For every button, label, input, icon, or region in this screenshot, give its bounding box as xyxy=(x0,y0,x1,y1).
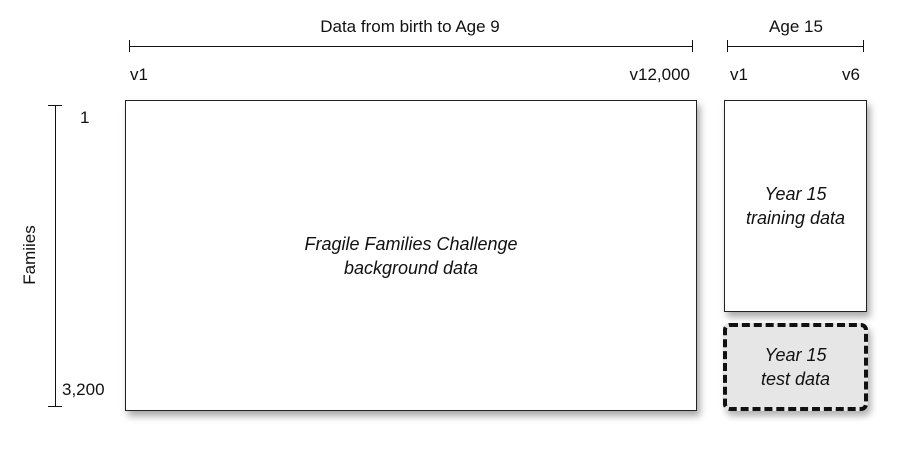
background-data-line1: Fragile Families Challenge xyxy=(304,233,518,254)
families-axis-start-label: 1 xyxy=(80,108,90,127)
age15-bracket-right-tick xyxy=(863,40,864,52)
age15-title: Age 15 xyxy=(769,17,823,36)
age15-end-label: v6 xyxy=(842,65,860,84)
background-data-line2: background data xyxy=(343,257,479,278)
families-axis-bottom-tick xyxy=(48,406,62,407)
background-data-text xyxy=(304,232,517,280)
age15-bracket-left-tick xyxy=(727,40,728,52)
training-data-line1: Year 15 xyxy=(764,184,827,204)
birth-to-age9-bracket-right-tick xyxy=(692,40,693,52)
training-data-text xyxy=(746,182,845,230)
birth-to-age9-bracket-left-tick xyxy=(129,40,130,52)
birth-to-age9-end-label: v12,000 xyxy=(629,65,690,84)
age15-bracket-line xyxy=(727,46,864,47)
birth-to-age9-bracket-line xyxy=(129,46,693,47)
test-data-box xyxy=(723,323,868,411)
background-data-box xyxy=(125,100,697,411)
families-axis-line xyxy=(55,105,56,407)
test-data-text xyxy=(761,343,830,391)
age15-start-label: v1 xyxy=(730,65,748,84)
training-data-box xyxy=(724,100,867,312)
test-data-line1: Year 15 xyxy=(764,345,827,365)
families-axis-end-label: 3,200 xyxy=(62,380,105,399)
families-axis-top-tick xyxy=(48,105,62,106)
birth-to-age9-start-label: v1 xyxy=(130,65,148,84)
birth-to-age9-title: Data from birth to Age 9 xyxy=(320,17,500,36)
test-data-line2: test data xyxy=(760,369,831,389)
families-axis-title: Famiies xyxy=(20,225,39,285)
training-data-line2: training data xyxy=(745,208,846,228)
